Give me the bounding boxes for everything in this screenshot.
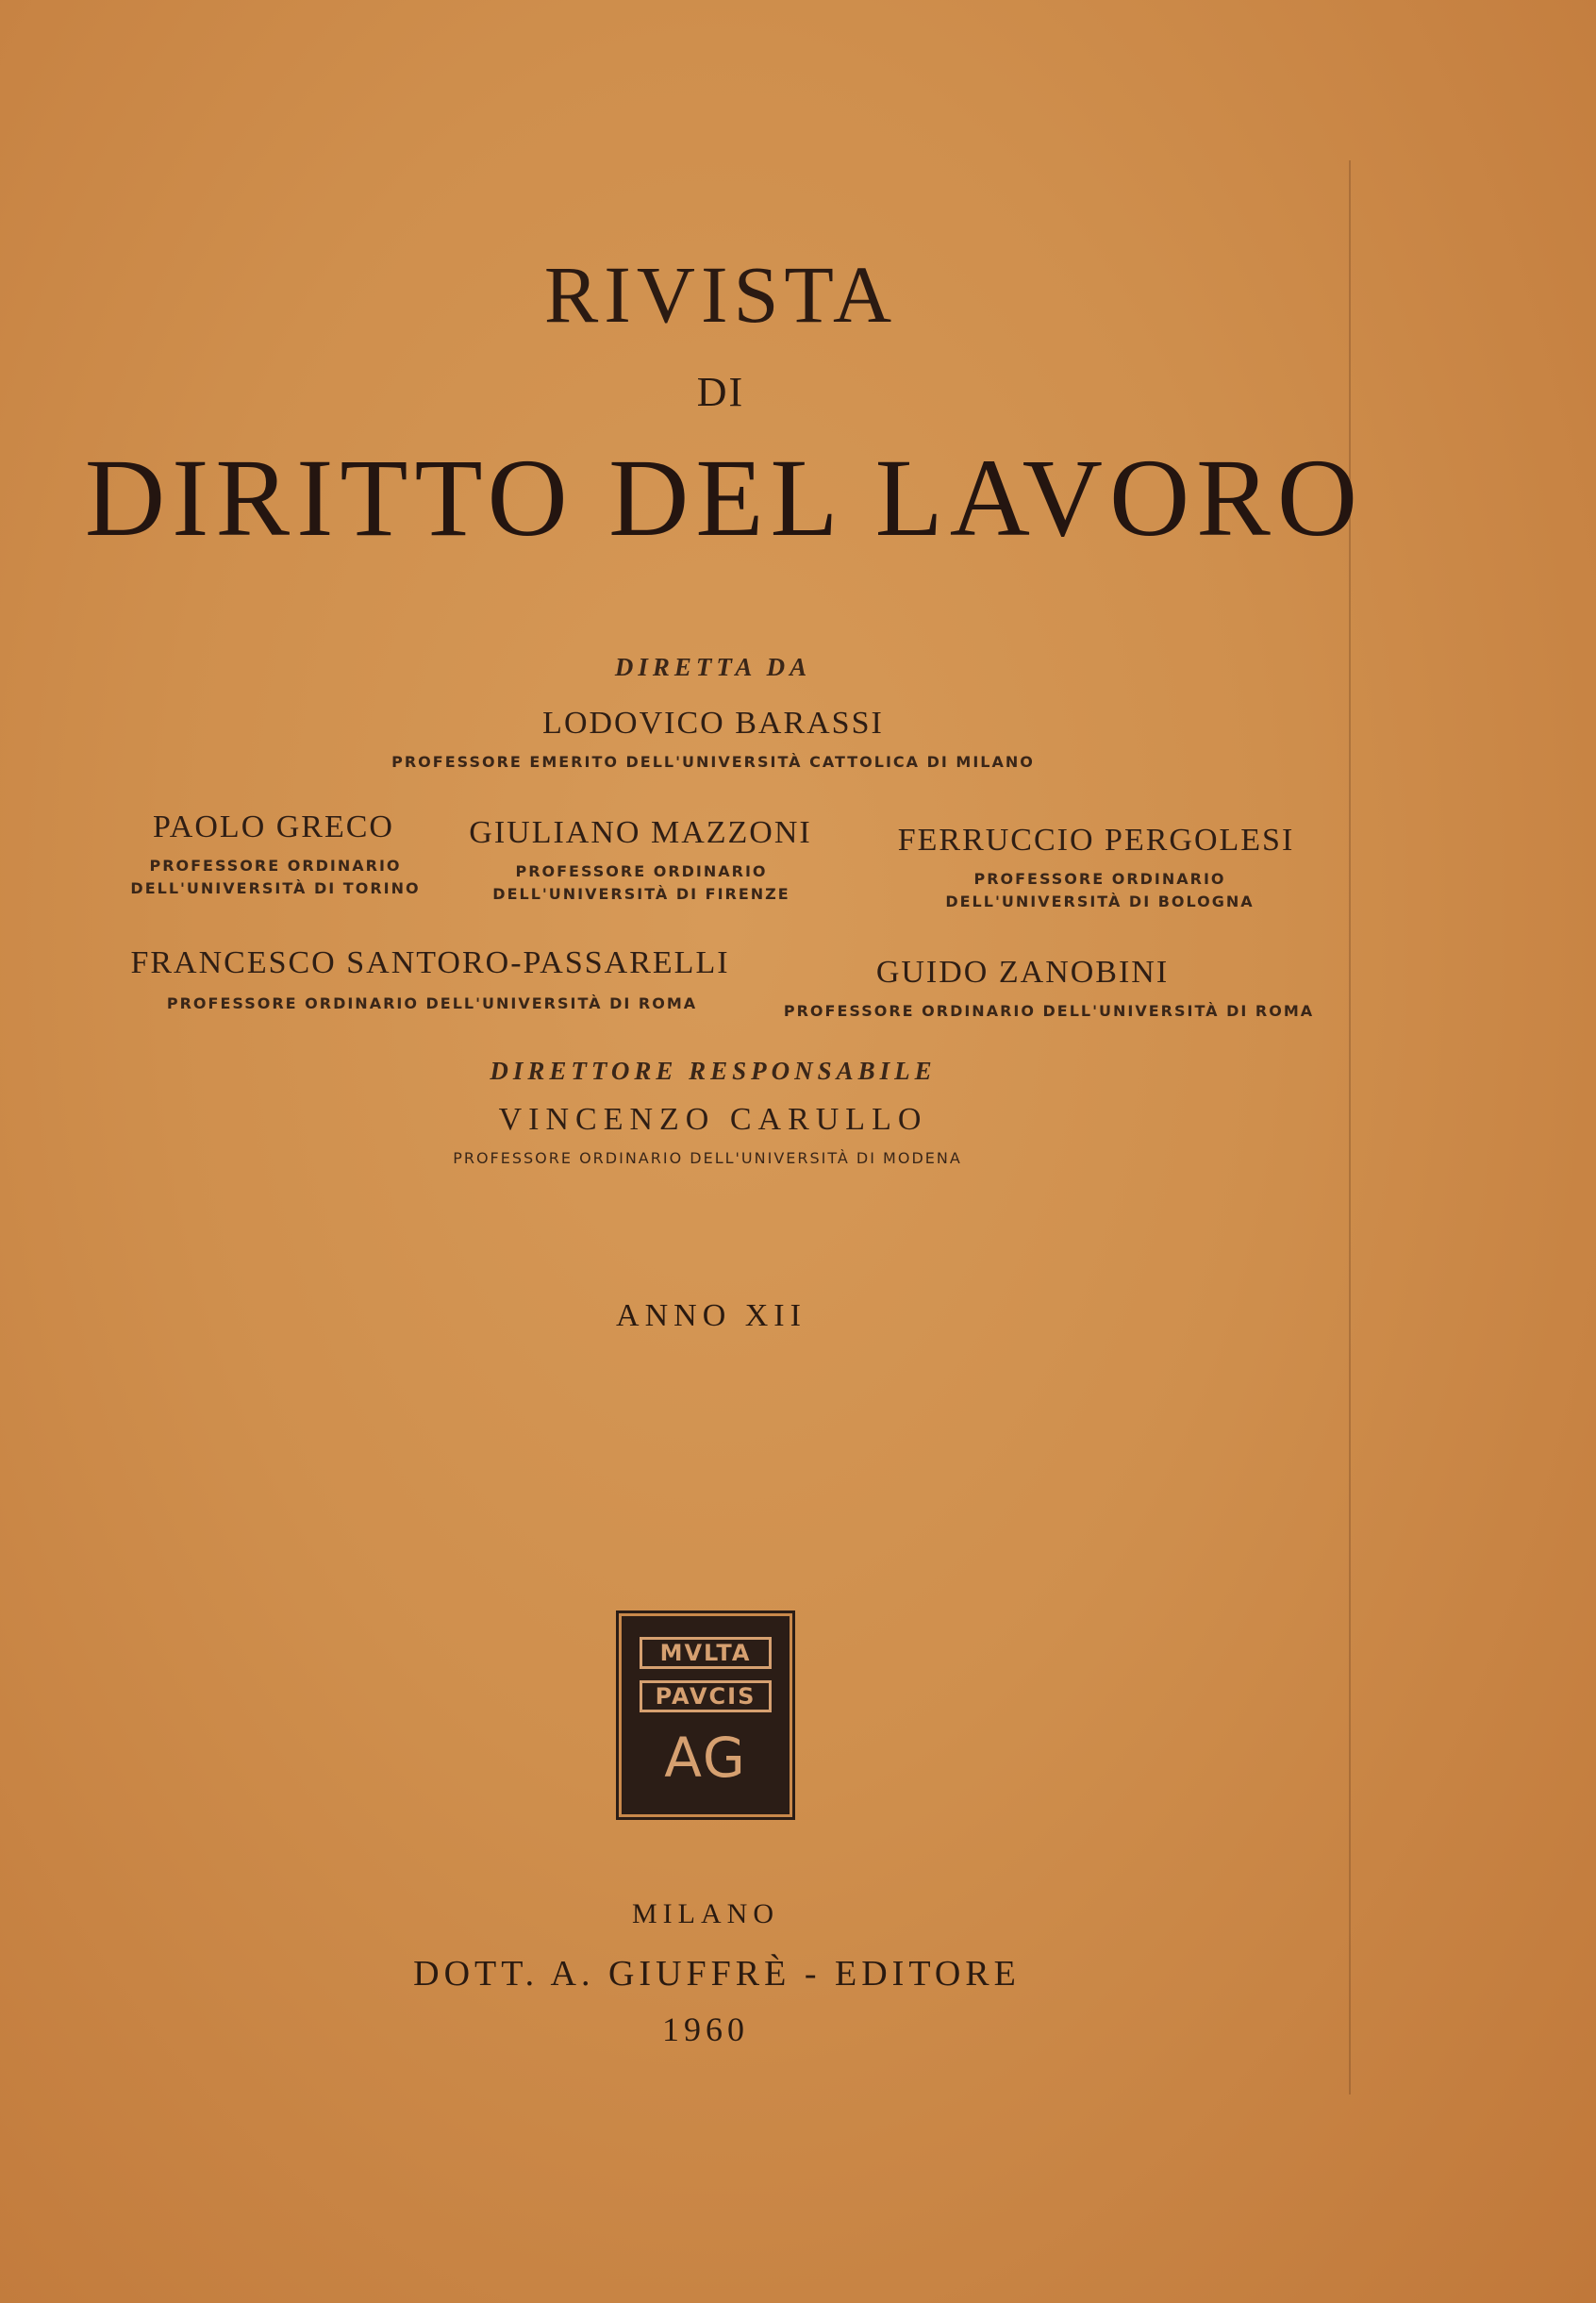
imprint-city: MILANO: [632, 1898, 779, 1929]
editor-affiliation: PROFESSORE ORDINARIO DELL'UNIVERSITÀ DI ROMA: [783, 1002, 1315, 1020]
chief-editor-name: LODOVICO BARASSI: [542, 706, 884, 741]
editor-affiliation-line2: DELL'UNIVERSITÀ DI BOLOGNA: [945, 893, 1255, 910]
editor-affiliation: PROFESSORE ORDINARIO DELL'UNIVERSITÀ DI ROMA: [166, 994, 698, 1012]
editor-name: FERRUCCIO PERGOLESI: [897, 823, 1295, 858]
responsible-editor-affiliation: PROFESSORE ORDINARIO DELL'UNIVERSITÀ DI MODENA: [453, 1149, 962, 1167]
title-line-rivista: RIVISTA: [543, 249, 898, 340]
logo-motto-line2: PAVCIS: [640, 1680, 772, 1712]
editor-affiliation-line1: PROFESSORE ORDINARIO: [515, 862, 768, 880]
editor-name: PAOLO GRECO: [153, 809, 394, 844]
volume-number: ANNO XII: [616, 1298, 806, 1333]
chief-editor-affiliation: PROFESSORE EMERITO DELL'UNIVERSITÀ CATTOLICA DI MILANO: [391, 753, 1035, 771]
directed-by-label: DIRETTA DA: [614, 653, 812, 681]
title-line-di: DI: [696, 369, 745, 415]
logo-initials: AG: [664, 1726, 747, 1790]
editor-affiliation-line1: PROFESSORE ORDINARIO: [149, 857, 402, 875]
editor-name: FRANCESCO SANTORO-PASSARELLI: [130, 945, 730, 980]
imprint-year: 1960: [662, 2011, 749, 2048]
publisher-logo: [622, 1616, 790, 1814]
responsible-director-label: DIRETTORE RESPONSABILE: [490, 1057, 937, 1085]
responsible-editor-name: VINCENZO CARULLO: [498, 1102, 928, 1137]
logo-motto-line1: MVLTA: [640, 1637, 772, 1669]
journal-title: DIRITTO DEL LAVORO: [84, 436, 1365, 559]
editor-affiliation-line2: DELL'UNIVERSITÀ DI FIRENZE: [492, 885, 790, 903]
imprint-publisher: DOTT. A. GIUFFRÈ - EDITORE: [413, 1954, 1021, 1994]
editor-affiliation-line2: DELL'UNIVERSITÀ DI TORINO: [130, 879, 421, 897]
editor-affiliation-line1: PROFESSORE ORDINARIO: [973, 870, 1226, 888]
editor-name: GUIDO ZANOBINI: [875, 955, 1170, 990]
editor-name: GIULIANO MAZZONI: [469, 815, 812, 850]
